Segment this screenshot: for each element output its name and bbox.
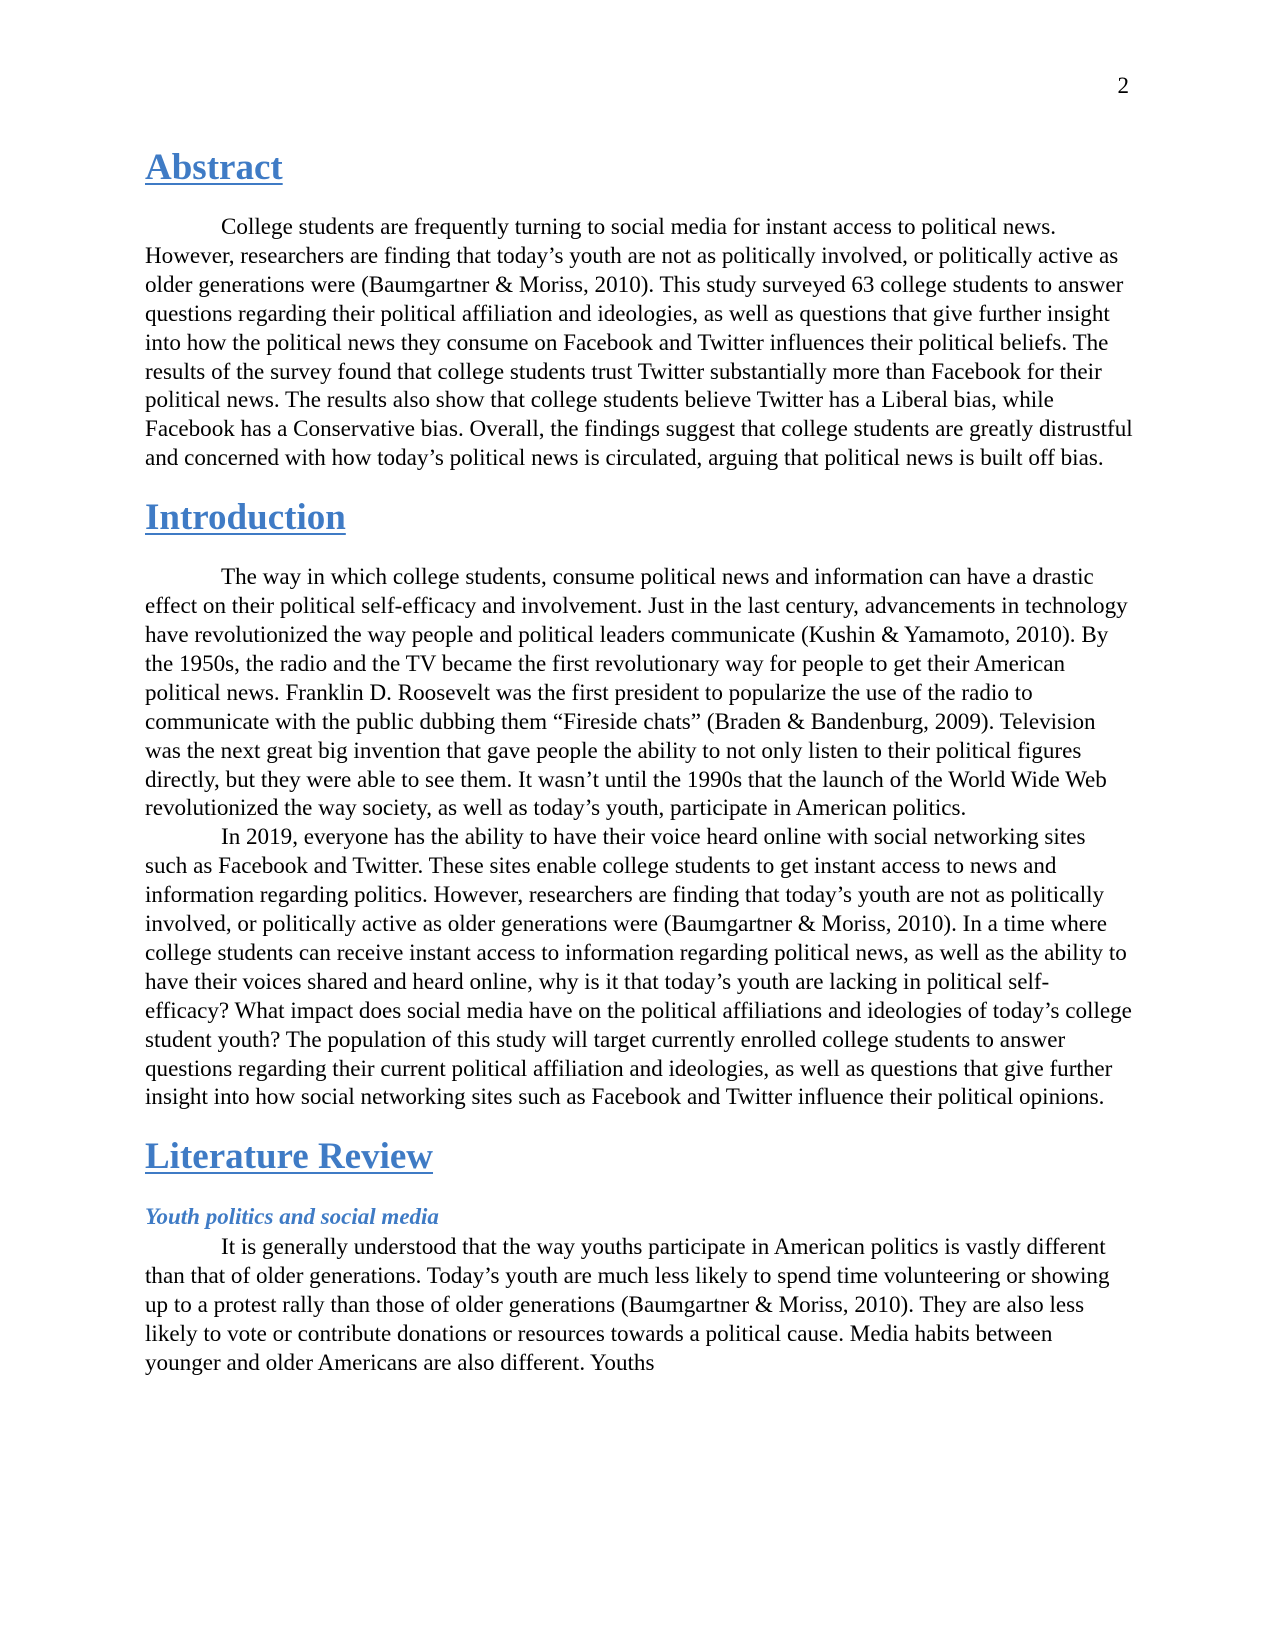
- youth-politics-subheading: Youth politics and social media: [145, 1204, 439, 1230]
- literature-review-section: [145, 1135, 1133, 1376]
- introduction-paragraph-1: The way in which college students, consume political news and information can have a drastic effect on their political self-efficacy and involvement. Just in the last century, advancements in technology have revolutionized the way people and political leaders communicate (Kushin & Yamamoto, 2010). By the 1950s, the radio and the TV became the first revolutionary way for people to get their American political news. Franklin D. Roosevelt was the first president to popularize the use of the radio to communicate with the public dubbing them “Fireside chats” (Braden & Bandenburg, 2009). Television was the next great big invention that gave people the ability to not only listen to their political figures directly, but they were able to see them. It wasn’t until the 1990s that the launch of the World Wide Web revolutionized the way society, as well as today’s youth, participate in American politics.: [145, 563, 1128, 821]
- page-number: 2: [1117, 73, 1129, 98]
- abstract-paragraph: College students are frequently turning to social media for instant access to political news. However, researchers are finding that today’s youth are not as politically involved, or politically active as older generations were (Baumgartner & Moriss, 2010). This study surveyed 63 college students to answer questions regarding their political affiliation and ideologies, as well as questions that give further insight into how the political news they consume on Facebook and Twitter influences their political beliefs. The results of the survey found that college students trust Twitter substantially more than Facebook for their political news. The results also show that college students believe Twitter has a Liberal bias, while Facebook has a Conservative bias. Overall, the findings suggest that college students are greatly distrustful and concerned with how today’s political news is circulated, arguing that political news is built off bias.: [145, 213, 1133, 471]
- abstract-heading: Abstract: [145, 147, 283, 188]
- abstract-section: [145, 146, 1133, 472]
- literature-review-heading: Literature Review: [145, 1136, 434, 1178]
- literature-review-paragraph: It is generally understood that the way youths participate in American politics is vastly different than that of older generations. Today’s youth are much less likely to spend time volunteering or showing up to a protest rally than those of older generations (Baumgartner & Moriss, 2010). They are also less likely to vote or contribute donations or resources towards a political cause. Media habits between younger and older Americans are also different. Youths: [145, 1233, 1110, 1375]
- page-content: [145, 146, 1133, 1377]
- introduction-paragraph-2: In 2019, everyone has the ability to have their voice heard online with social networking sites such as Facebook and Twitter. These sites enable college students to get instant access to news and information regarding politics. However, researchers are finding that today’s youth are not as politically involved, or politically active as older generations were (Baumgartner & Moriss, 2010). In a time where college students can receive instant access to information regarding political news, as well as the ability to have their voices shared and heard online, why is it that today’s youth are lacking in political self-efficacy? What impact does social media have on the political affiliations and ideologies of today’s college student youth? The population of this study will target currently enrolled college students to answer questions regarding their current political affiliation and ideologies, as well as questions that give further insight into how social networking sites such as Facebook and Twitter influence their political opinions.: [145, 823, 1132, 1110]
- introduction-heading: Introduction: [145, 497, 346, 539]
- introduction-section: [145, 496, 1133, 1111]
